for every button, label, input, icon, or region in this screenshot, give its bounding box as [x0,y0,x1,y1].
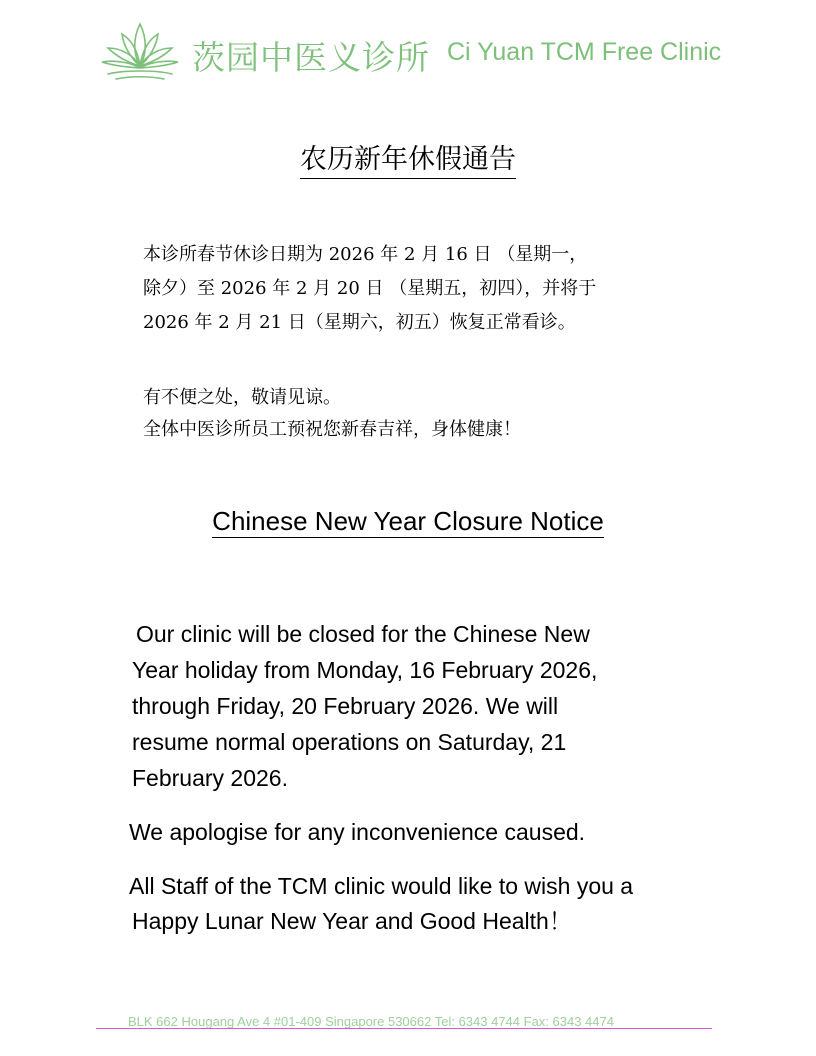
text-line: We apologise for any inconvenience caused. [129,819,586,845]
text-line: 2026 年 2 月 21 日（星期六，初五）恢复正常看诊。 [143,312,576,333]
footer-contact [96,1012,712,1032]
text-line: 全体中医诊所员工预祝您新春吉祥，身体健康！ [143,419,521,440]
chinese-closure-paragraph [143,238,733,340]
english-notice-title: Chinese New Year Closure Notice [212,506,604,536]
text-line: resume normal operations on Saturday, 21 [132,729,567,755]
text-line: Our clinic will be closed for the Chinese New [136,621,590,647]
brand-name-english: Ci Yuan TCM Free Clinic [447,38,722,66]
footer-divider [96,1028,712,1029]
letterhead [100,18,720,84]
english-greeting-paragraph [129,869,633,939]
english-closure-paragraph [132,616,597,796]
text-line: 除夕）至 2026 年 2 月 20 日 （星期五，初四），并将于 [143,278,597,299]
text-line: All Staff of the TCM clinic would like to wish you a [129,873,634,899]
lotus-icon [100,20,180,82]
chinese-greeting-paragraph [143,382,733,446]
text-line: through Friday, 20 February 2026. We will [132,693,559,719]
chinese-notice-title: 农历新年休假通告 [0,137,816,176]
text-line: Year holiday from Monday, 16 February 2026, [132,657,598,683]
text-line: 本诊所春节休诊日期为 2026 年 2 月 16 日 （星期一， [143,244,588,265]
english-apology-paragraph [129,814,585,850]
text-line: February 2026. [132,765,288,791]
brand-name-chinese: 茨园中医义诊所 [192,38,430,77]
text-line: 有不便之处，敬请见谅。 [143,387,341,408]
text-line: Happy Lunar New Year and Good Health！ [132,908,572,934]
footer-address: BLK 662 Hougang Ave 4 #01-409 Singapore 530662 Tel: 6343 4744 Fax: 6343 4474 [128,1014,614,1029]
